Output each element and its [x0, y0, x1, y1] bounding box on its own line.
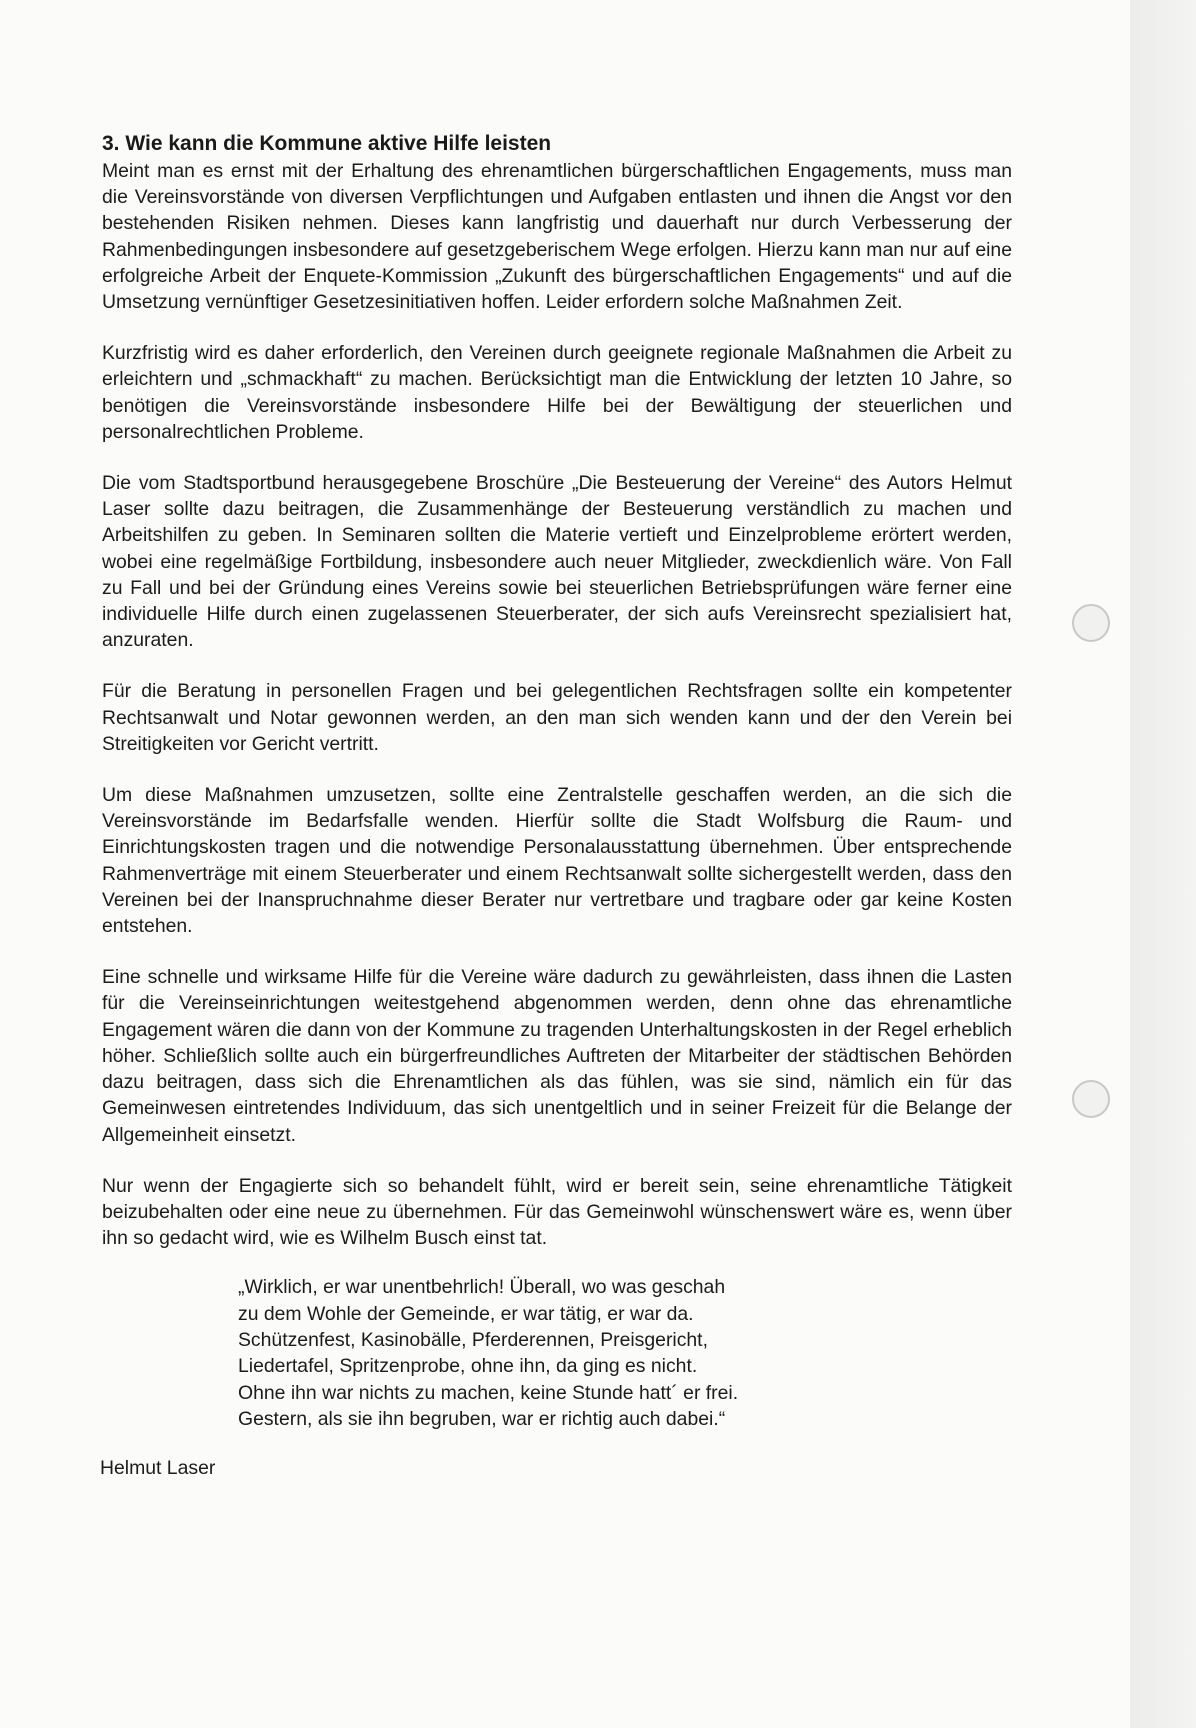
paragraph-4: Für die Beratung in personellen Fragen und bei gelegentlichen Rechtsfragen sollte ein kompetenter Rechtsanwalt und Notar gewonnen werden, an den man sich wenden kann und der den Verein bei Streitigkeiten vor Gericht vertritt.	[102, 680, 1012, 755]
poem-line: Liedertafel, Spritzenprobe, ohne ihn, da ging es nicht.	[238, 1355, 698, 1378]
paragraph-5: Um diese Maßnahmen umzusetzen, sollte eine Zentralstelle geschaffen werden, an die sich die Vereinsvorstände im Bedarfsfalle wenden. Hierfür sollte die Stadt Wolfsburg die Raum- und Einrichtungskosten tragen und die notwendige Personalausstattung übernehmen. Über entsprechende Rahmenverträge mit einem Steuerberater und einem Rechtsanwalt sollte sichergestellt werden, dass den Vereinen bei der Inanspruchnahme dieser Berater nur vertretbare und tragbare oder gar keine Kosten entstehen.	[102, 784, 1012, 938]
paragraph-3: Die vom Stadtsportbund herausgegebene Broschüre „Die Besteuerung der Vereine“ des Autors Helmut Laser sollte dazu beitragen, die Zusammenhänge der Besteuerung verständlich zu machen und Arbeitshilfen zu geben. In Seminaren sollten die Materie vertieft und Einzelprobleme erörtert werden, wobei eine regelmäßige Fortbildung, insbesondere auch neuer Mitglieder, zweckdienlich wäre. Von Fall zu Fall und bei der Gründung eines Vereins sowie bei steuerlichen Betriebsprüfungen wäre ferner eine individuelle Hilfe durch einen zugelassenen Steuerberater, der sich aufs Vereinsrecht spezialisiert hat, anzuraten.	[102, 472, 1012, 652]
section-heading: 3. Wie kann die Kommune aktive Hilfe leisten	[102, 132, 552, 155]
punch-hole-lower	[1072, 1080, 1110, 1118]
quoted-poem	[238, 1274, 1012, 1432]
poem-line: „Wirklich, er war unentbehrlich! Überall, wo was geschah	[238, 1276, 726, 1299]
poem-line: Ohne ihn war nichts zu machen, keine Stunde hatt´ er frei.	[238, 1381, 739, 1404]
author-signature: Helmut Laser	[100, 1457, 216, 1480]
paragraph-6: Eine schnelle und wirksame Hilfe für die Vereine wäre dadurch zu gewährleisten, dass ihnen die Lasten für die Vereinseinrichtungen weitestgehend abgenommen werden, denn ohne das ehrenamtliche Engagement wären die dann von der Kommune zu tragenden Unterhaltungskosten in der Regel erheblich höher. Schließlich sollte auch ein bürgerfreundliches Auftreten der Mitarbeiter der städtischen Behörden dazu beitragen, dass sich die Ehrenamtlichen als das fühlen, was sie sind, nämlich ein für das Gemeinwesen eintretendes Individuum, das sich unentgeltlich und in seiner Freizeit für die Belange der Allgemeinheit einsetzt.	[102, 966, 1012, 1146]
paragraph-7: Nur wenn der Engagierte sich so behandelt fühlt, wird er bereit sein, seine ehrenamtliche Tätigkeit beizubehalten oder eine neue zu übernehmen. Für das Gemeinwohl wünschenswert wäre es, wenn über ihn so gedacht wird, wie es Wilhelm Busch einst tat.	[102, 1174, 1012, 1250]
punch-hole-upper	[1072, 604, 1110, 642]
poem-line: zu dem Wohle der Gemeinde, er war tätig, er war da.	[238, 1302, 694, 1325]
paragraph-1: Meint man es ernst mit der Erhaltung des ehrenamtlichen bürgerschaftlichen Engagements, muss man die Vereinsvorstände von diversen Verpflichtungen und Aufgaben entlasten und ihnen die Angst vor den bestehenden Risiken nehmen. Dieses kann langfristig und dauerhaft nur durch Verbesserung der Rahmenbedingungen insbesondere auf gesetzgeberischem Wege erfolgen. Hierzu kann man nur auf eine erfolgreiche Arbeit der Enquete-Kommission „Zukunft des bürgerschaftlichen Engagements“ und auf die Umsetzung vernünftiger Gesetzesinitiativen hoffen. Leider erfordern solche Maßnahmen Zeit.	[102, 160, 1012, 314]
paragraph-2: Kurzfristig wird es daher erforderlich, den Vereinen durch geeignete regionale Maßnahmen die Arbeit zu erleichtern und „schmackhaft“ zu machen. Berücksichtigt man die Entwicklung der letzten 10 Jahre, so benötigen die Vereinsvorstände insbesondere Hilfe bei der Bewältigung der steuerlichen und personalrechtlichen Probleme.	[102, 342, 1012, 443]
poem-line: Gestern, als sie ihn begruben, war er richtig auch dabei.“	[238, 1407, 726, 1430]
page-edge-shadow	[1130, 0, 1196, 1728]
poem-line: Schützenfest, Kasinobälle, Pferderennen, Preisgericht,	[238, 1328, 708, 1351]
document-body	[102, 130, 1012, 1481]
